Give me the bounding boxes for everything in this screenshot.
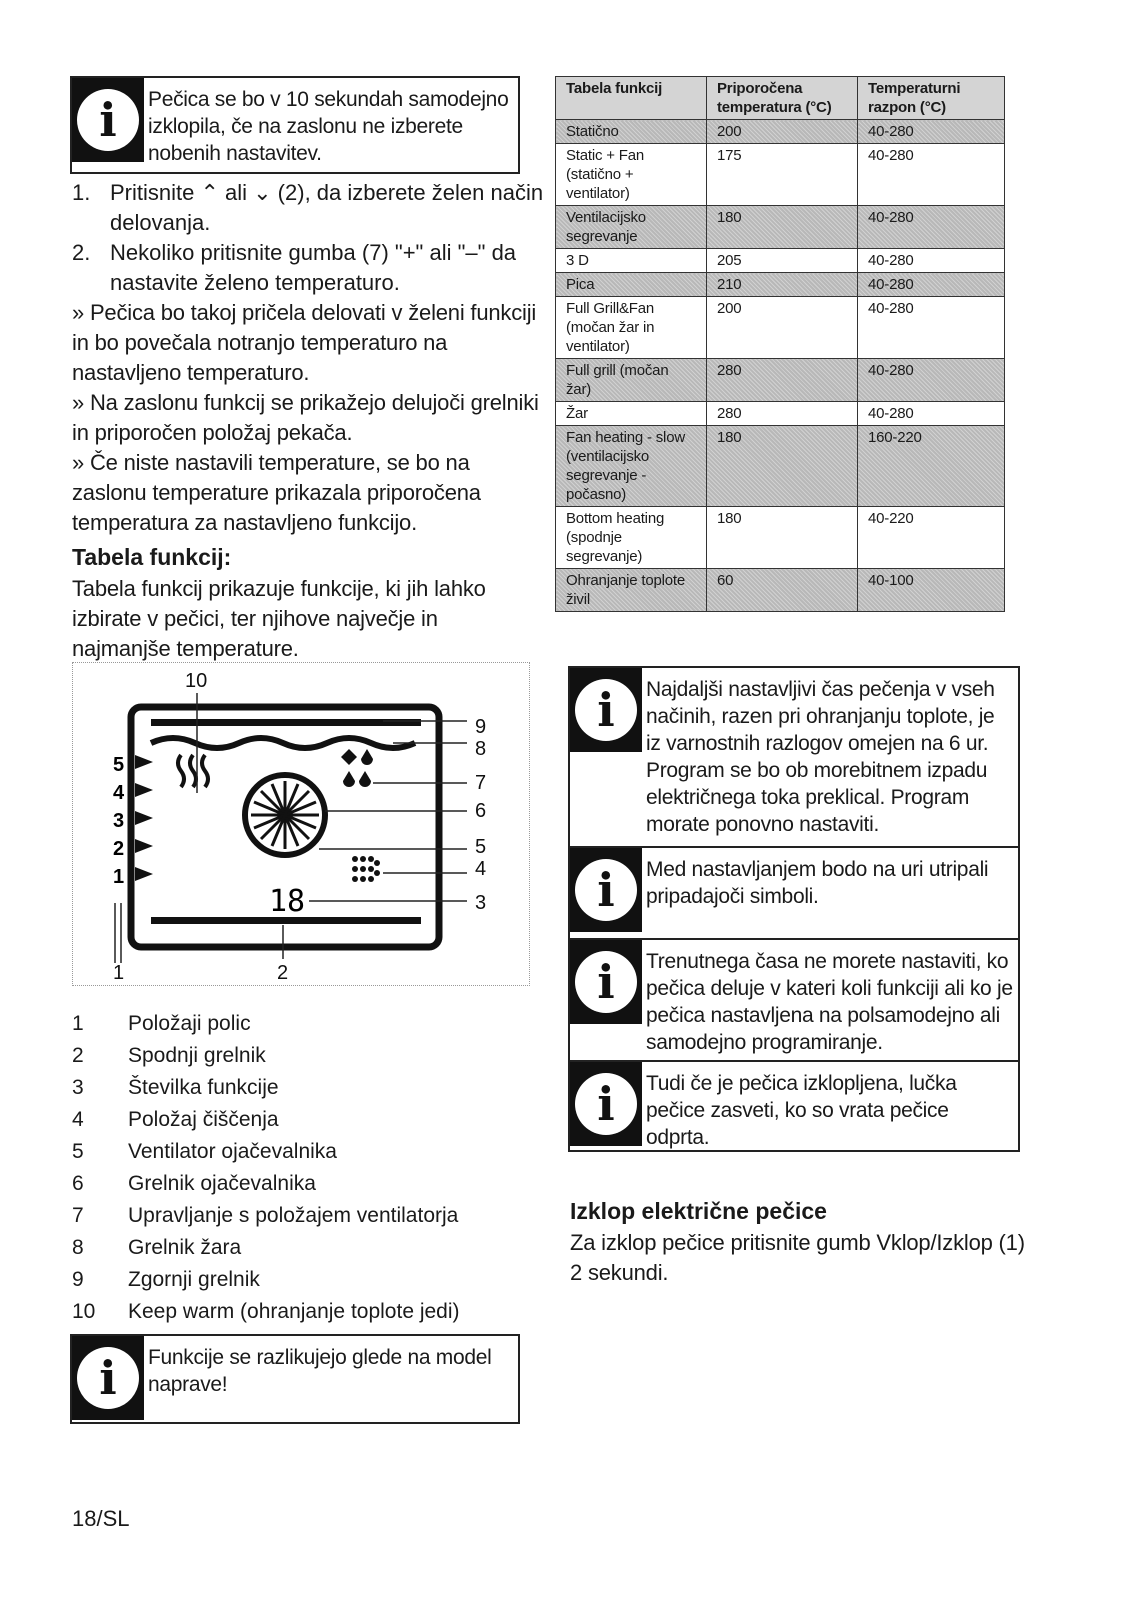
info-note-lamp [570,1062,1018,1150]
page-number: 18/SL [72,1506,130,1531]
callout-7: 7 [475,772,487,794]
function-row [556,507,1005,569]
top-heater-bar [151,719,421,726]
function-row [556,206,1005,249]
oven-display-diagram [72,662,530,986]
recommended-temp-cell: 200 [707,120,858,144]
shelf-flag-4 [135,783,153,797]
info-note-model [70,1334,520,1424]
info-note-text: Med nastavljanjem bodo na uri utripali pripadajoči simboli. [646,858,989,908]
info-icon: i [72,1336,144,1420]
shelf-num-1: 1 [113,866,125,888]
shelf-flag-1 [135,867,153,881]
fan-control-icon [341,749,373,787]
header-range: Temperaturni razpon (°C) [858,77,1005,120]
shelf-flag-2 [135,839,153,853]
info-note-text: Tudi če je pečica izklopljena, lučka pečice zasveti, ko so vrata pečice odprta. [646,1072,957,1149]
info-icon: i [570,1062,642,1146]
temp-range-cell: 160-220 [858,426,1005,507]
shelf-num-5: 5 [113,754,125,776]
grill-heater-wave [151,738,415,748]
temp-range-cell: 40-280 [858,359,1005,402]
callout-8: 8 [475,738,487,760]
info-note-blinking [570,848,1018,940]
callout-3: 3 [475,892,487,914]
shelf-flags [135,755,153,881]
callout-5: 5 [475,836,487,858]
keep-warm-steam-icon [178,755,208,787]
info-icon: i [570,848,642,932]
function-row [556,402,1005,426]
shelf-num-4: 4 [113,782,125,804]
table-heading: Tabela funkcij: [72,544,232,570]
info-note-text: Funkcije se razlikujejo glede na model naprave! [148,1346,492,1396]
function-table [555,76,1005,612]
function-name-cell: 3 D [556,249,707,273]
info-note-current-time [570,940,1018,1062]
info-icon: i [570,668,642,752]
recommended-temp-cell: 200 [707,297,858,359]
temp-range-cell: 40-280 [858,206,1005,249]
temp-range-cell: 40-280 [858,144,1005,206]
shelf-num-3: 3 [113,810,125,832]
info-note-max-time [570,668,1018,848]
switch-off-heading: Izklop električne pečice [570,1198,827,1224]
table-intro: Tabela funkcij prikazuje funkcije, ki jih lahko izbirate v pečici, ter njihove največje in najmanjše temperature. [72,576,486,661]
function-name-cell: Fan heating - slow (ventilacijsko segrevanje - počasno) [556,426,707,507]
function-name-cell: Ohranjanje toplote živil [556,569,707,612]
result-2: » Na zaslonu funkcij se prikažejo delujoči grelniki in priporočen položaj pekača. [72,390,539,445]
cleaning-position-icon [352,856,380,882]
function-name-cell: Full Grill&Fan (močan žar in ventilator) [556,297,707,359]
function-name-cell: Žar [556,402,707,426]
function-row [556,359,1005,402]
info-icon: i [570,940,642,1024]
function-table-body [556,120,1005,612]
recommended-temp-cell: 175 [707,144,858,206]
function-row [556,249,1005,273]
recommended-temp-cell: 210 [707,273,858,297]
callout-6: 6 [475,800,487,822]
function-table-header [556,77,1005,120]
temp-range-cell: 40-280 [858,273,1005,297]
callout-4: 4 [475,858,487,880]
function-row [556,144,1005,206]
function-name-cell: Statično [556,120,707,144]
info-notes-stack [568,666,1020,1152]
step-2 [72,238,542,298]
step-1 [72,178,542,238]
function-row [556,569,1005,612]
shelf-num-2: 2 [113,838,125,860]
temp-range-cell: 40-100 [858,569,1005,612]
step-text: Nekoliko pritisnite gumba (7) "+" ali "–" da nastavite želeno temperaturo. [110,240,517,295]
callout-1: 1 [113,962,125,984]
recommended-temp-cell: 280 [707,402,858,426]
shelf-flag-5 [135,755,153,769]
recommended-temp-cell: 180 [707,206,858,249]
switch-off-text: Za izklop pečice pritisnite gumb Vklop/Izklop (1) 2 sekundi. [570,1230,1025,1285]
step-number: 1. [72,180,91,205]
function-name-cell: Ventilacijsko segrevanje [556,206,707,249]
temp-range-cell: 40-280 [858,402,1005,426]
info-note-text: Najdaljši nastavljivi čas pečenja v vseh načinih, razen pri ohranjanju toplote, je iz varnostnih razlogov omejen na 6 ur. Program se bo ob morebitnem izpadu električnega toka preklical. Program morate ponovno nastaviti. [646,678,995,836]
step-number: 2. [72,240,91,265]
shelf-flag-3 [135,811,153,825]
header-recommended: Priporočena temperatura (°C) [707,77,858,120]
info-icon: i [72,78,144,162]
temp-range-cell: 40-280 [858,120,1005,144]
function-name-cell: Static + Fan (statično + ventilator) [556,144,707,206]
recommended-temp-cell: 205 [707,249,858,273]
result-3: » Če niste nastavili temperature, se bo na zaslonu temperature prikazala priporočena temperatura za nastavljeno funkcijo. [72,450,481,535]
callout-10: 10 [185,670,208,692]
callout-9: 9 [475,716,487,738]
function-number-digits: 18 [269,884,306,919]
function-row [556,297,1005,359]
function-row [556,273,1005,297]
function-row [556,120,1005,144]
recommended-temp-cell: 280 [707,359,858,402]
step-text: Pritisnite ⌃ ali ⌄ (2), da izberete želen način delovanja. [110,180,544,235]
function-name-cell: Bottom heating (spodnje segrevanje) [556,507,707,569]
callout-2: 2 [277,962,289,984]
fan-blades [251,781,319,849]
temp-range-cell: 40-220 [858,507,1005,569]
info-note-text: Pečica se bo v 10 sekundah samodejno izklopila, če na zaslonu ne izberete nobenih nastavitev. [148,88,509,165]
recommended-temp-cell: 60 [707,569,858,612]
info-note-auto-off [70,76,520,174]
display-diagram-svg [73,663,531,987]
recommended-temp-cell: 180 [707,426,858,507]
function-row [556,426,1005,507]
temp-range-cell: 40-280 [858,249,1005,273]
info-note-text: Trenutnega časa ne morete nastaviti, ko pečica deluje v kateri koli funkciji ali ko je pečica nastavljena na polsamodejno ali samodejno programiranje. [646,950,1013,1054]
recommended-temp-cell: 180 [707,507,858,569]
function-name-cell: Full grill (močan žar) [556,359,707,402]
function-name-cell: Pica [556,273,707,297]
result-1: » Pečica bo takoj pričela delovati v želeni funkciji in bo povečala notranjo temperaturo na nastavljeno temperaturo. [72,300,537,385]
header-function: Tabela funkcij [556,77,707,120]
temp-range-cell: 40-280 [858,297,1005,359]
